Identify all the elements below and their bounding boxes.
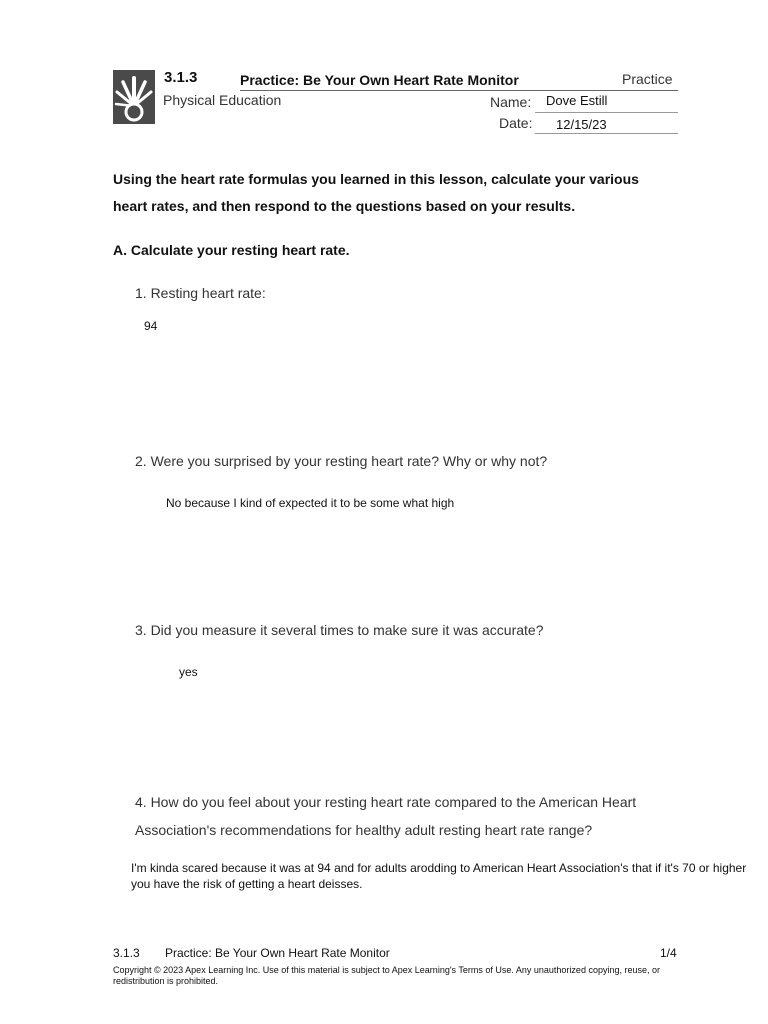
answer-1[interactable]: 94 [144,319,158,333]
question-1: 1. Resting heart rate: [135,285,266,301]
name-label: Name: [490,94,532,110]
footer-title: Practice: Be Your Own Heart Rate Monitor [165,946,390,960]
date-field[interactable]: 12/15/23 [556,117,607,132]
answer-4[interactable]: I'm kinda scared because it was at 94 and for adults arodding to American Heart Association's that if it's 70 or higher you have the risk of getting a heart deisses. [131,861,747,891]
course-name: Physical Education [163,92,282,108]
date-underline [535,133,678,134]
answer-3[interactable]: yes [179,665,198,679]
lesson-number: 3.1.3 [164,69,198,86]
section-a-heading: A. Calculate your resting heart rate. [113,242,350,258]
date-label: Date: [499,115,533,131]
instructions: Using the heart rate formulas you learned in this lesson, calculate your various heart rates, and then respond to the questions based on your results. [113,171,639,214]
question-2: 2. Were you surprised by your resting heart rate? Why or why not? [135,453,548,469]
page-number: 1/4 [660,946,677,960]
document-title: Practice: Be Your Own Heart Rate Monitor [240,72,519,88]
name-underline [535,112,678,113]
name-field[interactable]: Dove Estill [546,93,608,108]
answer-2[interactable]: No because I kind of expected it to be some what high [166,496,455,510]
footer-lesson-number: 3.1.3 [113,946,140,960]
copyright-notice: Copyright © 2023 Apex Learning Inc. Use of this material is subject to Apex Learning's Terms of Use. Any unauthorized copying, reuse, or redistribution is prohibited. [113,965,660,986]
document-type: Practice [622,71,673,87]
header-divider [240,90,678,91]
apex-logo-icon [113,70,155,124]
question-3: 3. Did you measure it several times to make sure it was accurate? [135,622,544,638]
question-4: 4. How do you feel about your resting heart rate compared to the American Heart Association's recommendations for healthy adult resting heart rate range? [135,794,637,838]
